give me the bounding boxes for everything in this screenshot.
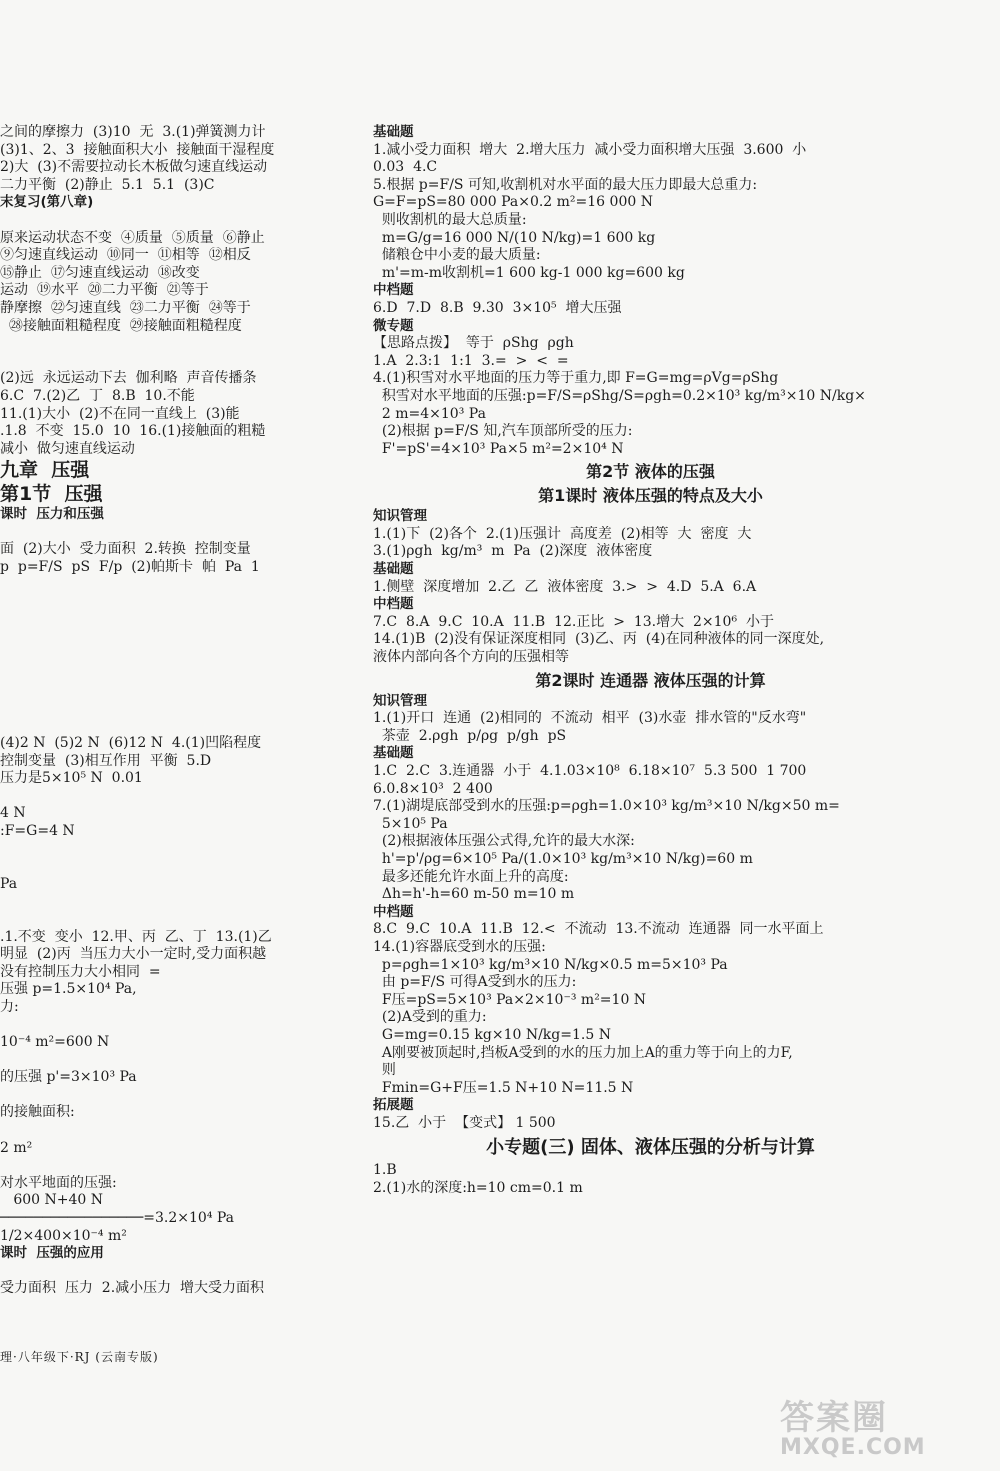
left-line: ⑨匀速直线运动 ⑩同一 ⑪相等 ⑫相反 xyxy=(0,247,251,264)
right-title: 第2课时 连通器 液体压强的计算 xyxy=(535,670,766,690)
watermark-logo: 答案圈 xyxy=(780,1398,888,1438)
left-line xyxy=(0,1157,345,1175)
left-line: 面 (2)大小 受力面积 2.转换 控制变量 xyxy=(0,541,251,558)
right-head: 基础题 xyxy=(373,745,414,762)
left-line xyxy=(0,1263,345,1281)
left-line: 压力是5×10⁵ N 0.01 xyxy=(0,770,143,787)
right-line: G=mg=0.15 kg×10 N/kg=1.5 N xyxy=(373,1026,611,1043)
left-line xyxy=(0,841,345,859)
right-line: 茶壶 2.ρgh p/ρg p/gh pS xyxy=(373,727,567,744)
right-line: 5×10⁵ Pa xyxy=(373,815,448,832)
left-line: p p=F/S pS F/p (2)帕斯卡 帕 Pa 1 xyxy=(0,559,260,576)
left-line: .1.不变 变小 12.甲、丙 乙、丁 13.(1)乙 xyxy=(0,928,272,945)
left-line xyxy=(0,647,345,665)
right-line: 1.C 2.C 3.连通器 小于 4.1.03×10⁸ 6.18×10⁷ 5.3 500 1 700 xyxy=(373,763,807,779)
left-line xyxy=(0,212,345,230)
left-line: 课时 压强的应用 xyxy=(0,1245,104,1262)
left-line xyxy=(0,893,345,911)
right-head: 基础题 xyxy=(373,124,414,140)
left-line: Pa xyxy=(0,875,18,892)
left-line xyxy=(0,911,345,929)
right-line: 1.侧壁 深度增加 2.乙 乙 液体密度 3.> > 4.D 5.A 6.A xyxy=(373,578,757,595)
right-title: 第2节 液体的压强 xyxy=(586,462,715,482)
right-line: 1.A 2.3:1 1:1 3.= > < = xyxy=(373,352,569,369)
left-line: 对水平地面的压强: xyxy=(0,1174,117,1191)
left-line: 控制变量 (3)相互作用 平衡 5.D xyxy=(0,752,212,769)
left-line: (3)1、2、3 接触面积大小 接触面干湿程度 xyxy=(0,141,275,158)
left-column xyxy=(0,124,345,1298)
left-line: 受力面积 压力 2.减小压力 增大受力面积 xyxy=(0,1280,265,1297)
left-line: 2)大 (3)不需要拉动长木板做匀速直线运动 xyxy=(0,159,268,176)
right-line: 5.根据 p=F/S 可知,收割机对水平面的最大压力即最大总重力: xyxy=(373,176,758,193)
right-head: 中档题 xyxy=(373,903,414,920)
left-line: 静摩擦 ㉒匀速直线 ㉓二力平衡 ㉔等于 xyxy=(0,299,251,316)
left-line: 运动 ⑲水平 ⑳二力平衡 ㉑等于 xyxy=(0,282,209,299)
left-line: 压强 p=1.5×10⁴ Pa, xyxy=(0,981,137,998)
left-line: ─────────────────=3.2×10⁴ Pa xyxy=(0,1210,235,1227)
left-line: 明显 (2)丙 当压力大小一定时,受力面积越 xyxy=(0,946,267,963)
left-line xyxy=(0,335,345,353)
left-line: :F=G=4 N xyxy=(0,822,75,839)
right-line: 1.减小受力面积 增大 2.增大压力 减小受力面积增大压强 3.600 小 xyxy=(373,141,807,158)
left-line xyxy=(0,612,345,630)
right-line: 储粮仓中小麦的最大质量: xyxy=(373,247,541,264)
right-head: 拓展题 xyxy=(373,1097,414,1114)
right-line: 1.(1)开口 连通 (2)相同的 不流动 相平 (3)水壶 排水管的"反水弯" xyxy=(373,710,807,727)
right-line: 7.(1)湖堤底部受到水的压强:p=ρgh=1.0×10³ kg/m³×10 N/kg×50 m= xyxy=(373,798,840,815)
left-line: 2 m² xyxy=(0,1139,33,1156)
left-line xyxy=(0,629,345,647)
left-line xyxy=(0,524,345,542)
left-line: 没有控制压力大小相同 = xyxy=(0,963,161,980)
right-line: p=ρgh=1×10³ kg/m³×10 N/kg×0.5 m=5×10³ Pa xyxy=(373,956,728,973)
right-line: 最多还能允许水面上升的高度: xyxy=(373,868,569,885)
right-head: 中档题 xyxy=(373,282,414,299)
left-line xyxy=(0,858,345,876)
right-line: 8.C 9.C 10.A 11.B 12.< 不流动 13.不流动 连通器 同一水平面上 xyxy=(373,921,824,938)
right-line: 15.乙 小于 【变式】 1 500 xyxy=(373,1114,556,1131)
right-line: G=F=pS=80 000 Pa×0.2 m²=16 000 N xyxy=(373,194,653,211)
right-line: 【思路点拨】 等于 ρShg ρgh xyxy=(373,335,574,352)
left-line xyxy=(0,1087,345,1105)
right-line: 1.B xyxy=(373,1162,397,1179)
right-head: 知识管理 xyxy=(373,508,427,525)
left-line: (2)远 永远运动下去 伽利略 声音传播条 xyxy=(0,370,257,387)
left-line xyxy=(0,1017,345,1035)
right-line: 液体内部向各个方向的压强相等 xyxy=(373,649,569,666)
right-line: (2)A受到的重力: xyxy=(373,1009,487,1026)
right-line: 0.03 4.C xyxy=(373,159,438,176)
right-head: 基础题 xyxy=(373,561,414,578)
left-line xyxy=(0,1052,345,1070)
right-line: 6.D 7.D 8.B 9.30 3×10⁵ 增大压强 xyxy=(373,299,622,316)
left-line xyxy=(0,717,345,735)
left-line: 11.(1)大小 (2)不在同一直线上 (3)能 xyxy=(0,405,240,422)
watermark xyxy=(780,1390,990,1462)
right-line: 6.0.8×10³ 2 400 xyxy=(373,780,493,797)
left-line: 减小 做匀速直线运动 xyxy=(0,440,135,457)
right-line: F'=pS'=4×10³ Pa×5 m²=2×10⁴ N xyxy=(373,440,624,457)
left-line xyxy=(0,682,345,700)
right-bigtitle: 小专题(三) 固体、液体压强的分析与计算 xyxy=(486,1137,815,1159)
left-line xyxy=(0,577,345,595)
right-line: h'=p'/ρg=6×10⁵ Pa/(1.0×10³ kg/m³×10 N/kg)=60 m xyxy=(373,850,753,867)
left-line xyxy=(0,665,345,683)
left-line: ㉘接触面粗糙程度 ㉙接触面粗糙程度 xyxy=(0,317,242,334)
left-line: 的压强 p'=3×10³ Pa xyxy=(0,1069,137,1086)
right-column xyxy=(373,124,928,1198)
left-line xyxy=(0,788,345,806)
left-line xyxy=(0,700,345,718)
right-head: 知识管理 xyxy=(373,692,427,709)
left-line xyxy=(0,1122,345,1140)
right-line: 由 p=F/S 可得A受到水的压力: xyxy=(373,974,577,991)
right-line: F压=pS=5×10³ Pa×2×10⁻³ m²=10 N xyxy=(373,991,647,1008)
left-line: 末复习(第八章) xyxy=(0,194,94,211)
right-line: 积雪对水平地面的压强:p=F/S=ρShg/S=ρgh=0.2×10³ kg/m³×10 N/kg× xyxy=(373,387,866,404)
left-line: 九章 压强 xyxy=(0,459,90,482)
right-line: Fmin=G+F压=1.5 N+10 N=11.5 N xyxy=(373,1079,634,1096)
right-line: 2.(1)水的深度:h=10 cm=0.1 m xyxy=(373,1180,583,1197)
left-line: 原来运动状态不变 ④质量 ⑤质量 ⑥静止 xyxy=(0,229,265,246)
right-line: 14.(1)B (2)没有保证深度相同 (3)乙、丙 (4)在同种液体的同一深度处, xyxy=(373,631,825,648)
left-line xyxy=(0,594,345,612)
left-line: 课时 压力和压强 xyxy=(0,506,104,523)
left-line: 第1节 压强 xyxy=(0,483,103,506)
left-line: 1/2×400×10⁻⁴ m² xyxy=(0,1227,127,1244)
right-line: (2)根据液体压强公式得,允许的最大水深: xyxy=(373,833,635,850)
right-line: (2)根据 p=F/S 知,汽车顶部所受的压力: xyxy=(373,423,633,440)
right-line: 14.(1)容器底受到水的压强: xyxy=(373,938,546,955)
right-line: m=G/g=16 000 N/(10 N/kg)=1 600 kg xyxy=(373,229,656,246)
left-line: 6.C 7.(2)乙 丁 8.B 10.不能 xyxy=(0,387,195,404)
left-line: 二力平衡 (2)静止 5.1 5.1 (3)C xyxy=(0,176,215,193)
left-line: 4 N xyxy=(0,805,26,822)
page-footer: 理·八年级下·RJ (云南专版) xyxy=(0,1350,159,1364)
left-line: (4)2 N (5)2 N (6)12 N 4.(1)凹陷程度 xyxy=(0,735,262,751)
left-line: 600 N+40 N xyxy=(0,1192,104,1209)
left-line: 力: xyxy=(0,998,19,1015)
right-line: 则收割机的最大总质量: xyxy=(373,211,527,228)
right-title: 第1课时 液体压强的特点及大小 xyxy=(538,486,763,506)
right-head: 中档题 xyxy=(373,596,414,613)
watermark-url: MXQE.COM xyxy=(780,1435,926,1460)
right-line: 1.(1)下 (2)各个 2.(1)压强计 高度差 (2)相等 大 密度 大 xyxy=(373,525,752,542)
right-line: m'=m-m收割机=1 600 kg-1 000 kg=600 kg xyxy=(373,264,685,281)
right-line: 则 xyxy=(373,1062,396,1079)
right-line: Δh=h'-h=60 m-50 m=10 m xyxy=(373,886,575,903)
left-line: ⑮静止 ⑰匀速直线运动 ⑱改变 xyxy=(0,264,200,281)
left-line xyxy=(0,353,345,371)
right-head: 微专题 xyxy=(373,317,414,334)
left-line: 之间的摩擦力 (3)10 无 3.(1)弹簧测力计 xyxy=(0,124,266,140)
right-line: 2 m=4×10³ Pa xyxy=(373,405,486,422)
right-line: 4.(1)积雪对水平地面的压力等于重力,即 F=G=mg=ρVg=ρShg xyxy=(373,370,779,387)
right-line: A刚要被顶起时,挡板A受到的水的压力加上A的重力等于向上的力F, xyxy=(373,1044,793,1061)
left-line: 10⁻⁴ m²=600 N xyxy=(0,1034,110,1051)
left-line: .1.8 不变 15.0 10 16.(1)接触面的粗糙 xyxy=(0,423,266,440)
right-line: 3.(1)ρgh kg/m³ m Pa (2)深度 液体密度 xyxy=(373,543,653,560)
left-line: 的接触面积: xyxy=(0,1104,75,1121)
right-line: 7.C 8.A 9.C 10.A 11.B 12.正比 > 13.增大 2×10⁶ 小于 xyxy=(373,613,774,630)
